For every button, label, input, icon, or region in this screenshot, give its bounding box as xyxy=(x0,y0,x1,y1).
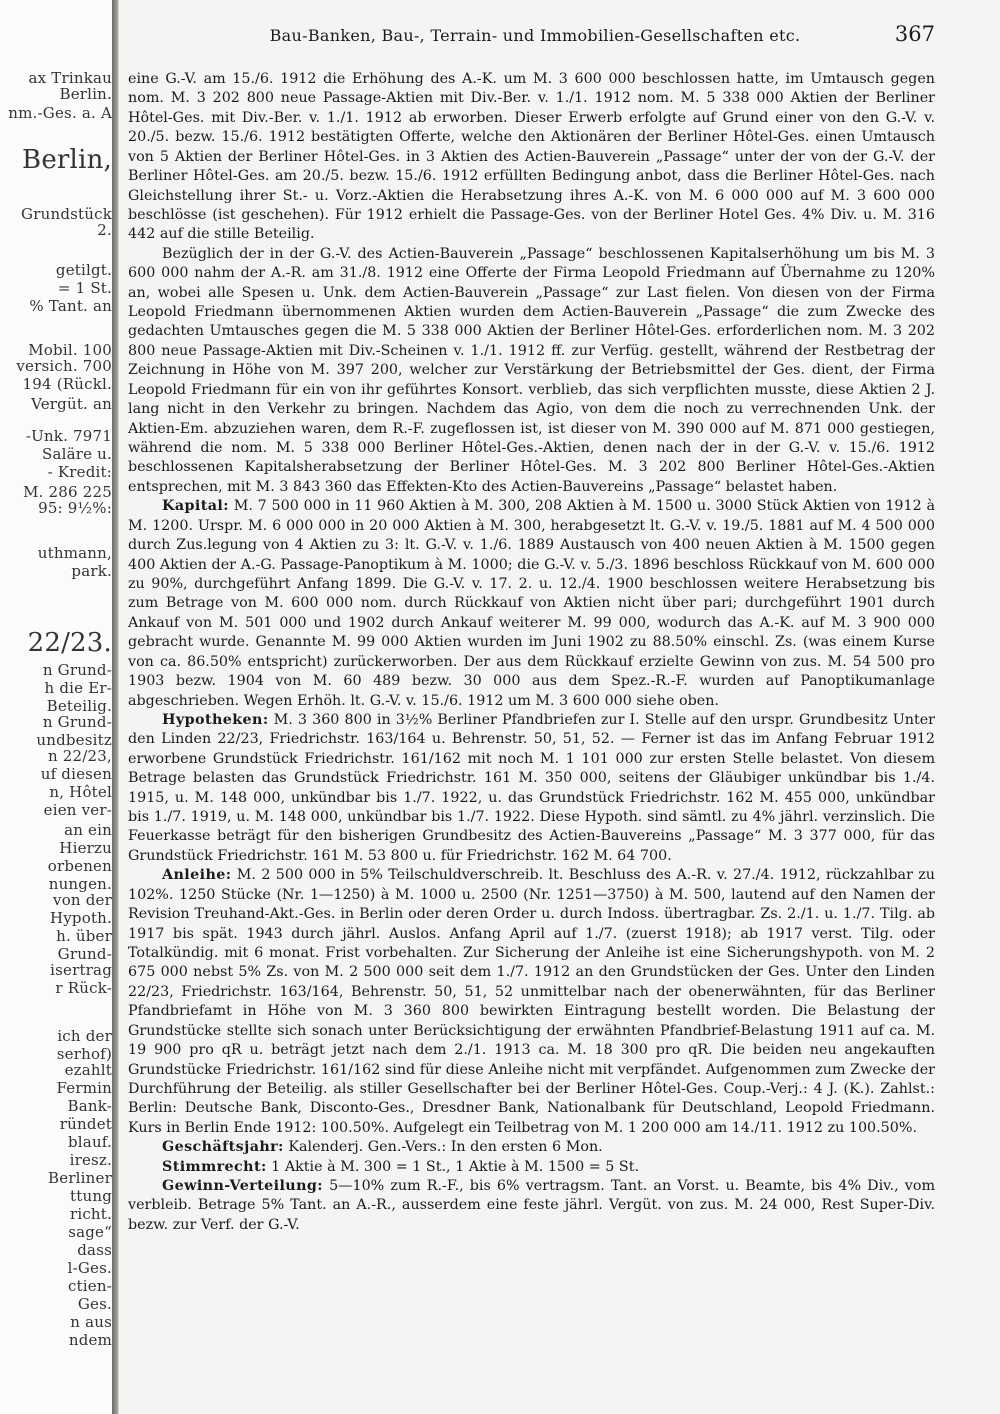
facing-page-fragment: Mobil. 100 xyxy=(28,342,112,359)
facing-page-fragment: Ges. xyxy=(77,1296,112,1313)
facing-page-fragment: iresz. xyxy=(69,1152,112,1169)
facing-page-fragment: % Tant. an xyxy=(29,298,112,315)
facing-page-fragment: 2. xyxy=(97,222,112,239)
section-heading: Anleihe: xyxy=(162,867,232,884)
facing-page-fragment: Fermin xyxy=(56,1080,112,1097)
facing-page-fragment: getilgt. xyxy=(55,262,112,279)
facing-page-fragment: n Grund- xyxy=(42,662,112,679)
facing-page-fragment: l-Ges. xyxy=(67,1260,112,1277)
body-paragraph xyxy=(128,711,935,866)
facing-page-fragment: undbesitz xyxy=(36,732,112,749)
paragraph-text: M. 7 500 000 in 11 960 Aktien à M. 300, 208 Aktien à M. 1500 u. 3000 Stück Aktien von 1912 à M. 1200. Urspr. M. 6 000 000 in 20 000 Aktien à M. 300, herabgesetzt lt. G.-V. v. 19./5. 1881 auf M. 4 500 000 durch Zus.legung von 4 Aktien zu 3: lt. G.-V. v. 1./6. 1889 Austausch von 400 neuen Aktien à M. 1500 gegen 400 Aktien der A.-G. Passage-Panoptikum à M. 1000; die G.-V. v. 5./3. 1896 beschloss Rückkauf von M. 600 000 zu 90%, durchgeführt Anfang 1899. Die G.-V. v. 17. 2. u. 12./4. 1900 beschlossen weitere Herabsetzung bis zum Betrage von M. 600 000 nom. durch Rückkauf von Aktien nicht über pari; durchgeführt 1901 durch Ankauf von M. 501 000 und 1902 durch Ankauf weiterer M. 99 000, wodurch das A.-K. auf M. 3 900 000 gebracht wurde. Genannte M. 99 000 Aktien wurden im Juni 1902 zu 88.50% einschl. Zs. (was einem Kurse von ca. 86.50% entspricht) zurückerworben. Der aus dem Rückkauf erzielte Gewinn von zus. M. 54 500 pro 1903 bezw. 1904 von M. 60 489 bezw. 30 000 aus dem Spez.-R.-F. wurden auf Panoptikumanlage abgeschrieben. Wegen Erhöh. lt. G.-V. v. 15./6. 1912 um M. 3 600 000 siehe oben. xyxy=(128,498,936,709)
facing-page-fragment: = 1 St. xyxy=(57,280,112,297)
facing-page-fragment: nungen. xyxy=(48,876,112,893)
paragraph-text: Kalenderj. Gen.-Vers.: In den ersten 6 Mon. xyxy=(288,1139,603,1156)
facing-page-fragment: Berlin. xyxy=(59,86,112,103)
paragraph-text: 1 Aktie à M. 300 = 1 St., 1 Aktie à M. 1500 = 5 St. xyxy=(271,1158,640,1175)
body-paragraph xyxy=(128,1138,935,1157)
body-paragraph xyxy=(128,497,935,711)
facing-page-fragment: orbenen xyxy=(47,858,112,875)
page-number: 367 xyxy=(894,22,935,46)
facing-page-fragment: Grundstück xyxy=(21,206,112,223)
section-heading: Hypotheken: xyxy=(162,711,269,728)
facing-page-fragment: serhof) xyxy=(56,1046,112,1063)
facing-page-fragment: park. xyxy=(71,563,112,580)
facing-page-fragment: ründet xyxy=(59,1116,112,1133)
facing-page-fragment: ndem xyxy=(68,1332,112,1349)
facing-page-fragment: nm.-Ges. a. A xyxy=(8,105,112,122)
facing-page-fragment: n aus xyxy=(70,1314,112,1331)
facing-page-fragment: Vergüt. an xyxy=(31,396,112,413)
facing-page-fragment: richt. xyxy=(69,1206,112,1223)
running-title: Bau-Banken, Bau-, Terrain- und Immobilien-Gesellschaften etc. xyxy=(269,26,801,45)
body-paragraph xyxy=(128,70,935,245)
facing-page-fragment: blauf. xyxy=(68,1134,112,1151)
book-spine-shadow xyxy=(112,0,119,1414)
page-header xyxy=(130,22,935,50)
facing-page-fragment: ax Trinkau xyxy=(28,70,112,87)
section-heading: Geschäftsjahr: xyxy=(162,1139,284,1156)
paragraph-text: M. 2 500 000 in 5% Teilschuldverschreib. lt. Beschluss des A.-R. v. 27./4. 1912, rückzahlbar zu 102%. 1250 Stücke (Nr. 1—1250) à M. 1000 u. 2500 (Nr. 1251—3750) à M. 500, lautend auf den Namen der Revision Treuhand-Akt.-Ges. in Berlin oder deren Order u. durch Indoss. übertragbar. Zs. 2./1. u. 1./7. Tilg. ab 1917 bis spät. 1943 durch jährl. Auslos. Anfang April auf 1./7. (zuerst 1918); ab 1917 verst. Tilg. oder Totalkündig. mit 6 monat. Frist vorbehalten. Zur Sicherung der Anleihe ist eine Sicherungshypoth. von M. 2 675 000 nebst 5% Zs. von M. 2 500 000 seit dem 1./7. 1912 an den Grundstücken der Ges. Unter den Linden 22/23, Friedrichstr. 163/164, Behrenstr. 50, 51, 52 unmittelbar nach der obenerwähnten, für das Berliner Pfandbriefamt in Höhe von M. 3 360 800 bewirkten Eintragung bestellt worden. Die Belastung der Grundstücke stellte sich sonach unter Berücksichtigung der erwähnten Pfandbrief-Belastung 1911 auf ca. M. 19 900 pro qR u. beträgt jetzt nach dem 2./1. 1913 ca. M. 18 300 pro qR. Die beiden neu angekauften Grundstücke Friedrichstr. 161/162 sind für diese Anleihe nicht mit verpfändet. Aufgenommen zum Zwecke der Durchführung der Beteilig. als stiller Gesellschafter bei der Berliner Hôtel-Ges. Coup.-Verj.: 4 J. (K.). Zahlst.: Berlin: Deutsche Bank, Disconto-Ges., Dresdner Bank, Nationalbank für Deutschland, Leopold Friedmann. Kurs in Berlin Ende 1912: 100.50%. Aufgelegt ein Teilbetrag von M. 1 200 000 am 14./11. 1912 zu 100.50%. xyxy=(128,867,935,1136)
paragraph-text: eine G.-V. am 15./6. 1912 die Erhöhung des A.-K. um M. 3 600 000 beschlossen hatte, im Umtausch gegen nom. M. 3 202 800 neue Passage-Aktien mit Div.-Ber. v. 1./1. 1912 nom. M. 5 338 000 Aktien der Berliner Hôtel-Ges. mit Div.-Ber. v. 1./1. 1912 ab erworben. Dieser Erwerb erfolgte auf Grund einer von den G.-V. v. 20./5. bezw. 15./6. 1912 bestätigten Offerte, welche den Aktionären der Berliner Hôtel-Ges. einen Umtausch von 5 Aktien der Berliner Hôtel-Ges. in 3 Aktien des Actien-Bauverein „Passage“ unter der von der G.-V. der Berliner Hôtel-Ges. am 20./5. bezw. 15./6. 1912 erfüllten Bedingung anbot, dass die Berliner Hôtel-Ges. nach Gleichstellung ihrer St.- u. Vorz.-Aktien die Herabsetzung ihres A.-K. von M. 6 000 000 auf M. 3 600 000 beschlösse (ist geschehen). Für 1912 erhielt die Passage-Ges. von der Berliner Hotel Ges. 4% Div. u. M. 316 442 auf die stille Beteilig. xyxy=(128,71,935,243)
facing-page-fragment: n 22/23, xyxy=(47,748,112,765)
body-paragraph xyxy=(128,1177,935,1235)
facing-page-fragment: isertrag xyxy=(50,962,112,979)
facing-page-fragment: 194 (Rückl. xyxy=(22,376,112,393)
facing-page-margin xyxy=(0,0,119,1414)
paragraph-text: 5—10% zum R.-F., bis 6% vertragsm. Tant. an Vorst. u. Beamte, bis 4% Div., vom verbleib. Betrage 5% Tant. an A.-R., ausserdem eine feste jährl. Vergüt. von zus. M. 24 000, Rest Super-Div. bezw. zur Verf. der G.-V. xyxy=(128,1178,935,1233)
facing-page-fragment: an ein xyxy=(64,822,112,839)
facing-page-fragment: von der xyxy=(53,892,112,909)
paragraph-text: Bezüglich der in der G.-V. des Actien-Bauverein „Passage“ beschlossenen Kapitalserhöhung um bis M. 3 600 000 nahm der A.-R. am 31./8. 1912 eine Offerte der Firma Leopold Friedmann auf Übernahme zu 120% an, wobei alle Spesen u. Unk. dem Actien-Bauverein „Passage“ zur Last fielen. Von diesen von der Firma Leopold Friedmann übernommenen Aktien wurden dem Actien-Bauverein „Passage“ die zum Zwecke des gedachten Umtausches gegen die M. 5 338 000 Aktien der Berliner Hôtel-Ges. erforderlichen nom. M. 3 202 800 neue Passage-Aktien mit Div.-Scheinen v. 1./1. 1912 ff. zur Verfüg. gestellt, während der Restbetrag der Zeichnung in Höhe von M. 397 200, welcher zur Verstärkung der Betriebsmittel der Ges. dient, der Firma Leopold Friedmann für ein von ihr geführtes Konsort. verblieb, das sich verpflichten musste, diese Aktien 2 J. lang nicht in den Verkehr zu bringen. Nachdem das Agio, von dem die noch zu verrechnenden Unk. der Aktien-Em. abzuziehen waren, dem R.-F. zugeflossen ist, ist dieser von M. 390 000 auf M. 871 000 gestiegen, während die nom. M. 5 338 000 Berliner Hôtel-Ges.-Aktien, denen nach der in der G.-V. v. 15./6. 1912 beschlossenen Kapitalsherabsetzung der Berliner Hôtel-Ges. M. 3 202 800 Berliner Hôtel-Ges.-Aktien entsprechen, mit M. 3 843 360 das Effekten-Kto des Actien-Bauvereins „Passage“ belastet haben. xyxy=(128,245,935,495)
body-paragraph xyxy=(128,245,935,497)
main-text-column xyxy=(128,70,935,1235)
facing-page-fragment: h die Er- xyxy=(44,680,112,697)
facing-page-fragment: -Unk. 7971 xyxy=(25,428,112,445)
facing-page-fragment: h. über xyxy=(56,928,112,945)
facing-page-fragment: ezahlt xyxy=(64,1062,112,1079)
facing-page-fragment: - Kredit: xyxy=(47,464,112,481)
facing-page-fragment: eien ver- xyxy=(43,802,112,819)
facing-page-fragment: Hierzu xyxy=(59,840,112,857)
facing-page-fragment: Grund- xyxy=(57,946,112,963)
body-paragraph xyxy=(128,866,935,1138)
facing-page-fragment: n, Hôtel xyxy=(49,784,112,801)
facing-page-fragment: M. 286 225 xyxy=(23,484,112,501)
facing-page-fragment: uf diesen xyxy=(40,766,112,783)
facing-page-fragment: Berliner xyxy=(48,1170,112,1187)
facing-page-fragment: Bank- xyxy=(67,1098,112,1115)
facing-page-fragment: n Grund- xyxy=(42,714,112,731)
body-paragraph xyxy=(128,1158,935,1177)
section-heading: Gewinn-Verteilung: xyxy=(162,1178,323,1195)
facing-page-fragment: Saläre u. xyxy=(41,446,112,463)
section-heading: Kapital: xyxy=(162,498,229,515)
facing-page-fragment: Hypoth. xyxy=(49,910,112,927)
facing-page-fragment: sage“ xyxy=(68,1224,112,1241)
facing-page-fragment: versich. 700 xyxy=(16,358,112,375)
facing-page-fragment: ich der xyxy=(57,1028,112,1045)
facing-page-fragment: Berlin, xyxy=(22,145,112,175)
facing-page-fragment: 95: 9½%: xyxy=(38,500,112,517)
section-heading: Stimmrecht: xyxy=(162,1158,267,1175)
facing-page-fragment: dass xyxy=(77,1242,112,1259)
facing-page-fragment: Beteilig. xyxy=(46,698,112,715)
facing-page-fragment: 22/23. xyxy=(27,628,112,658)
facing-page-fragment: uthmann, xyxy=(37,545,112,562)
facing-page-fragment: ttung xyxy=(70,1188,112,1205)
facing-page-fragment: r Rück- xyxy=(55,980,112,997)
paragraph-text: M. 3 360 800 in 3½% Berliner Pfandbriefen zur I. Stelle auf den urspr. Grundbesitz Unter den Linden 22/23, Friedrichstr. 163/164 u. Behrenstr. 50, 51, 52. — Ferner ist das im Anfang Februar 1912 erworbene Grundstück Friedrichstr. 161/162 mit noch M. 1 101 000 zur ersten Stelle belastet. Von diesem Betrage belasten das Grundstück Friedrichstr. 161 M. 350 000, seitens der Gläubiger unkündbar bis 1./4. 1915, u. M. 148 000, unkündbar bis 1./7. 1922, u. das Grundstück Friedrichstr. 162 M. 455 000, unkündbar bis 1./7. 1919, u. M. 148 000, unkündbar bis 1./7. 1922. Diese Hypoth. sind sämtl. zu 4% jährl. verzinslich. Die Feuerkasse beträgt für den bisherigen Grundbesitz des Actien-Bauvereins „Passage“ M. 3 377 000, für das Grundstück Friedrichstr. 161 M. 53 800 u. für Friedrichstr. 162 M. 64 700. xyxy=(128,711,936,864)
facing-page-fragment: ctien- xyxy=(67,1278,112,1295)
